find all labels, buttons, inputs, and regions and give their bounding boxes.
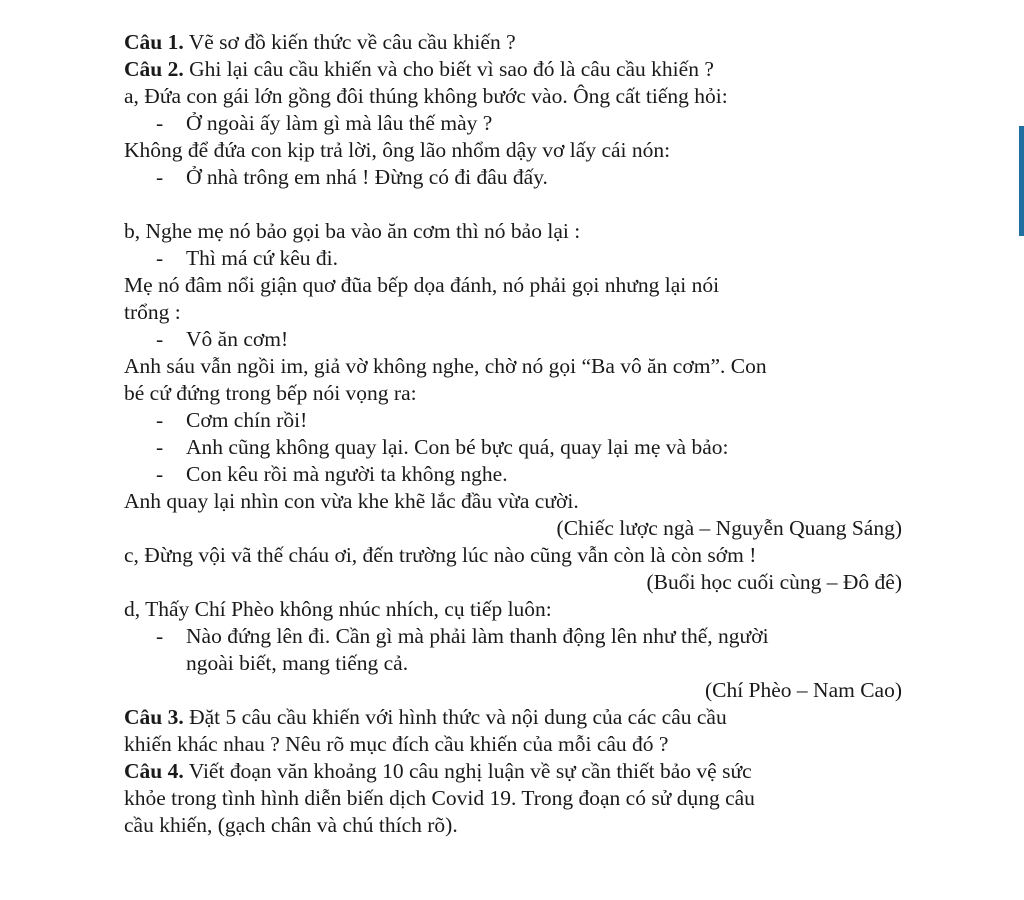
question-3-text-b: khiến khác nhau ? Nêu rõ mục đích cầu khiến của mỗi câu đó ? [124, 732, 669, 756]
question-3-label: Câu 3. [124, 705, 184, 729]
question-1 [124, 29, 902, 56]
list-dash: - [156, 111, 164, 135]
dialogue-text: Con kêu rồi mà người ta không nghe. [186, 462, 508, 486]
list-dash: - [156, 408, 164, 432]
dialogue-text: Anh cũng không quay lại. Con bé bực quá, quay lại mẹ và bảo: [186, 435, 729, 459]
question-4-label: Câu 4. [124, 759, 184, 783]
list-dash: - [156, 624, 164, 648]
part-c-text: c, Đừng vội vã thế cháu ơi, đến trường lúc nào cũng vẫn còn là còn sớm ! [124, 543, 757, 567]
question-2 [124, 56, 902, 83]
part-d-dialogue-1 [124, 623, 902, 650]
question-2-label: Câu 2. [124, 57, 184, 81]
page-edge-mark [1019, 126, 1024, 236]
document-page [124, 29, 902, 839]
spacer [124, 191, 902, 218]
question-4-text-b: khỏe trong tình hình diễn biến dịch Covid 19. Trong đoạn có sử dụng câu [124, 786, 755, 810]
part-b-narration-3: Anh quay lại nhìn con vừa khe khẽ lắc đầu vừa cười. [124, 489, 579, 513]
dialogue-text: Nào đứng lên đi. Cần gì mà phải làm thanh động lên như thế, người [186, 624, 769, 648]
list-dash: - [156, 462, 164, 486]
part-b-narration-2a: Anh sáu vẫn ngồi im, giả vờ không nghe, chờ nó gọi “Ba vô ăn cơm”. Con [124, 354, 767, 378]
dialogue-text: Ở nhà trông em nhá ! Đừng có đi đâu đấy. [186, 165, 548, 189]
part-d-intro: d, Thấy Chí Phèo không nhúc nhích, cụ tiếp luôn: [124, 597, 552, 621]
question-4-text-a: Viết đoạn văn khoảng 10 câu nghị luận về sự cần thiết bảo vệ sức [183, 759, 752, 783]
part-b-dialogue-3 [124, 407, 902, 434]
question-3 [124, 704, 902, 731]
list-dash: - [156, 246, 164, 270]
part-c-source: (Buổi học cuối cùng – Đô đê) [646, 570, 902, 594]
part-a-dialogue-2 [124, 164, 902, 191]
question-4 [124, 758, 902, 785]
question-4-text-c: cầu khiến, (gạch chân và chú thích rõ). [124, 813, 458, 837]
part-a-narration: Không để đứa con kịp trả lời, ông lão nhổm dậy vơ lấy cái nón: [124, 138, 671, 162]
list-dash: - [156, 327, 164, 351]
dialogue-text: Ở ngoài ấy làm gì mà lâu thế mày ? [186, 111, 493, 135]
part-b-intro: b, Nghe mẹ nó bảo gọi ba vào ăn cơm thì nó bảo lại : [124, 219, 581, 243]
list-dash: - [156, 435, 164, 459]
part-a-dialogue-1 [124, 110, 902, 137]
dialogue-text: Thì má cứ kêu đi. [186, 246, 338, 270]
question-3-text-a: Đặt 5 câu cầu khiến với hình thức và nội dung của các câu cầu [183, 705, 727, 729]
part-b-narration-1b: trổng : [124, 300, 181, 324]
part-b-dialogue-1 [124, 245, 902, 272]
dialogue-text: Vô ăn cơm! [186, 327, 289, 351]
part-b-dialogue-2 [124, 326, 902, 353]
dialogue-text: Cơm chín rồi! [186, 408, 308, 432]
part-d-source: (Chí Phèo – Nam Cao) [704, 678, 902, 702]
question-2-text: Ghi lại câu cầu khiến và cho biết vì sao đó là câu cầu khiến ? [183, 57, 714, 81]
part-b-narration-1a: Mẹ nó đâm nổi giận quơ đũa bếp dọa đánh, nó phải gọi nhưng lại nói [124, 273, 720, 297]
part-b-source: (Chiếc lược ngà – Nguyễn Quang Sáng) [556, 516, 902, 540]
list-dash: - [156, 165, 164, 189]
question-1-label: Câu 1. [124, 30, 184, 54]
part-d-dialogue-1-cont: ngoài biết, mang tiếng cả. [186, 651, 409, 675]
part-b-narration-2b: bé cứ đứng trong bếp nói vọng ra: [124, 381, 417, 405]
part-a-intro: a, Đứa con gái lớn gồng đôi thúng không bước vào. Ông cất tiếng hỏi: [124, 84, 728, 108]
question-1-text: Vẽ sơ đồ kiến thức về câu cầu khiến ? [183, 30, 516, 54]
part-b-dialogue-5 [124, 461, 902, 488]
part-b-dialogue-4 [124, 434, 902, 461]
